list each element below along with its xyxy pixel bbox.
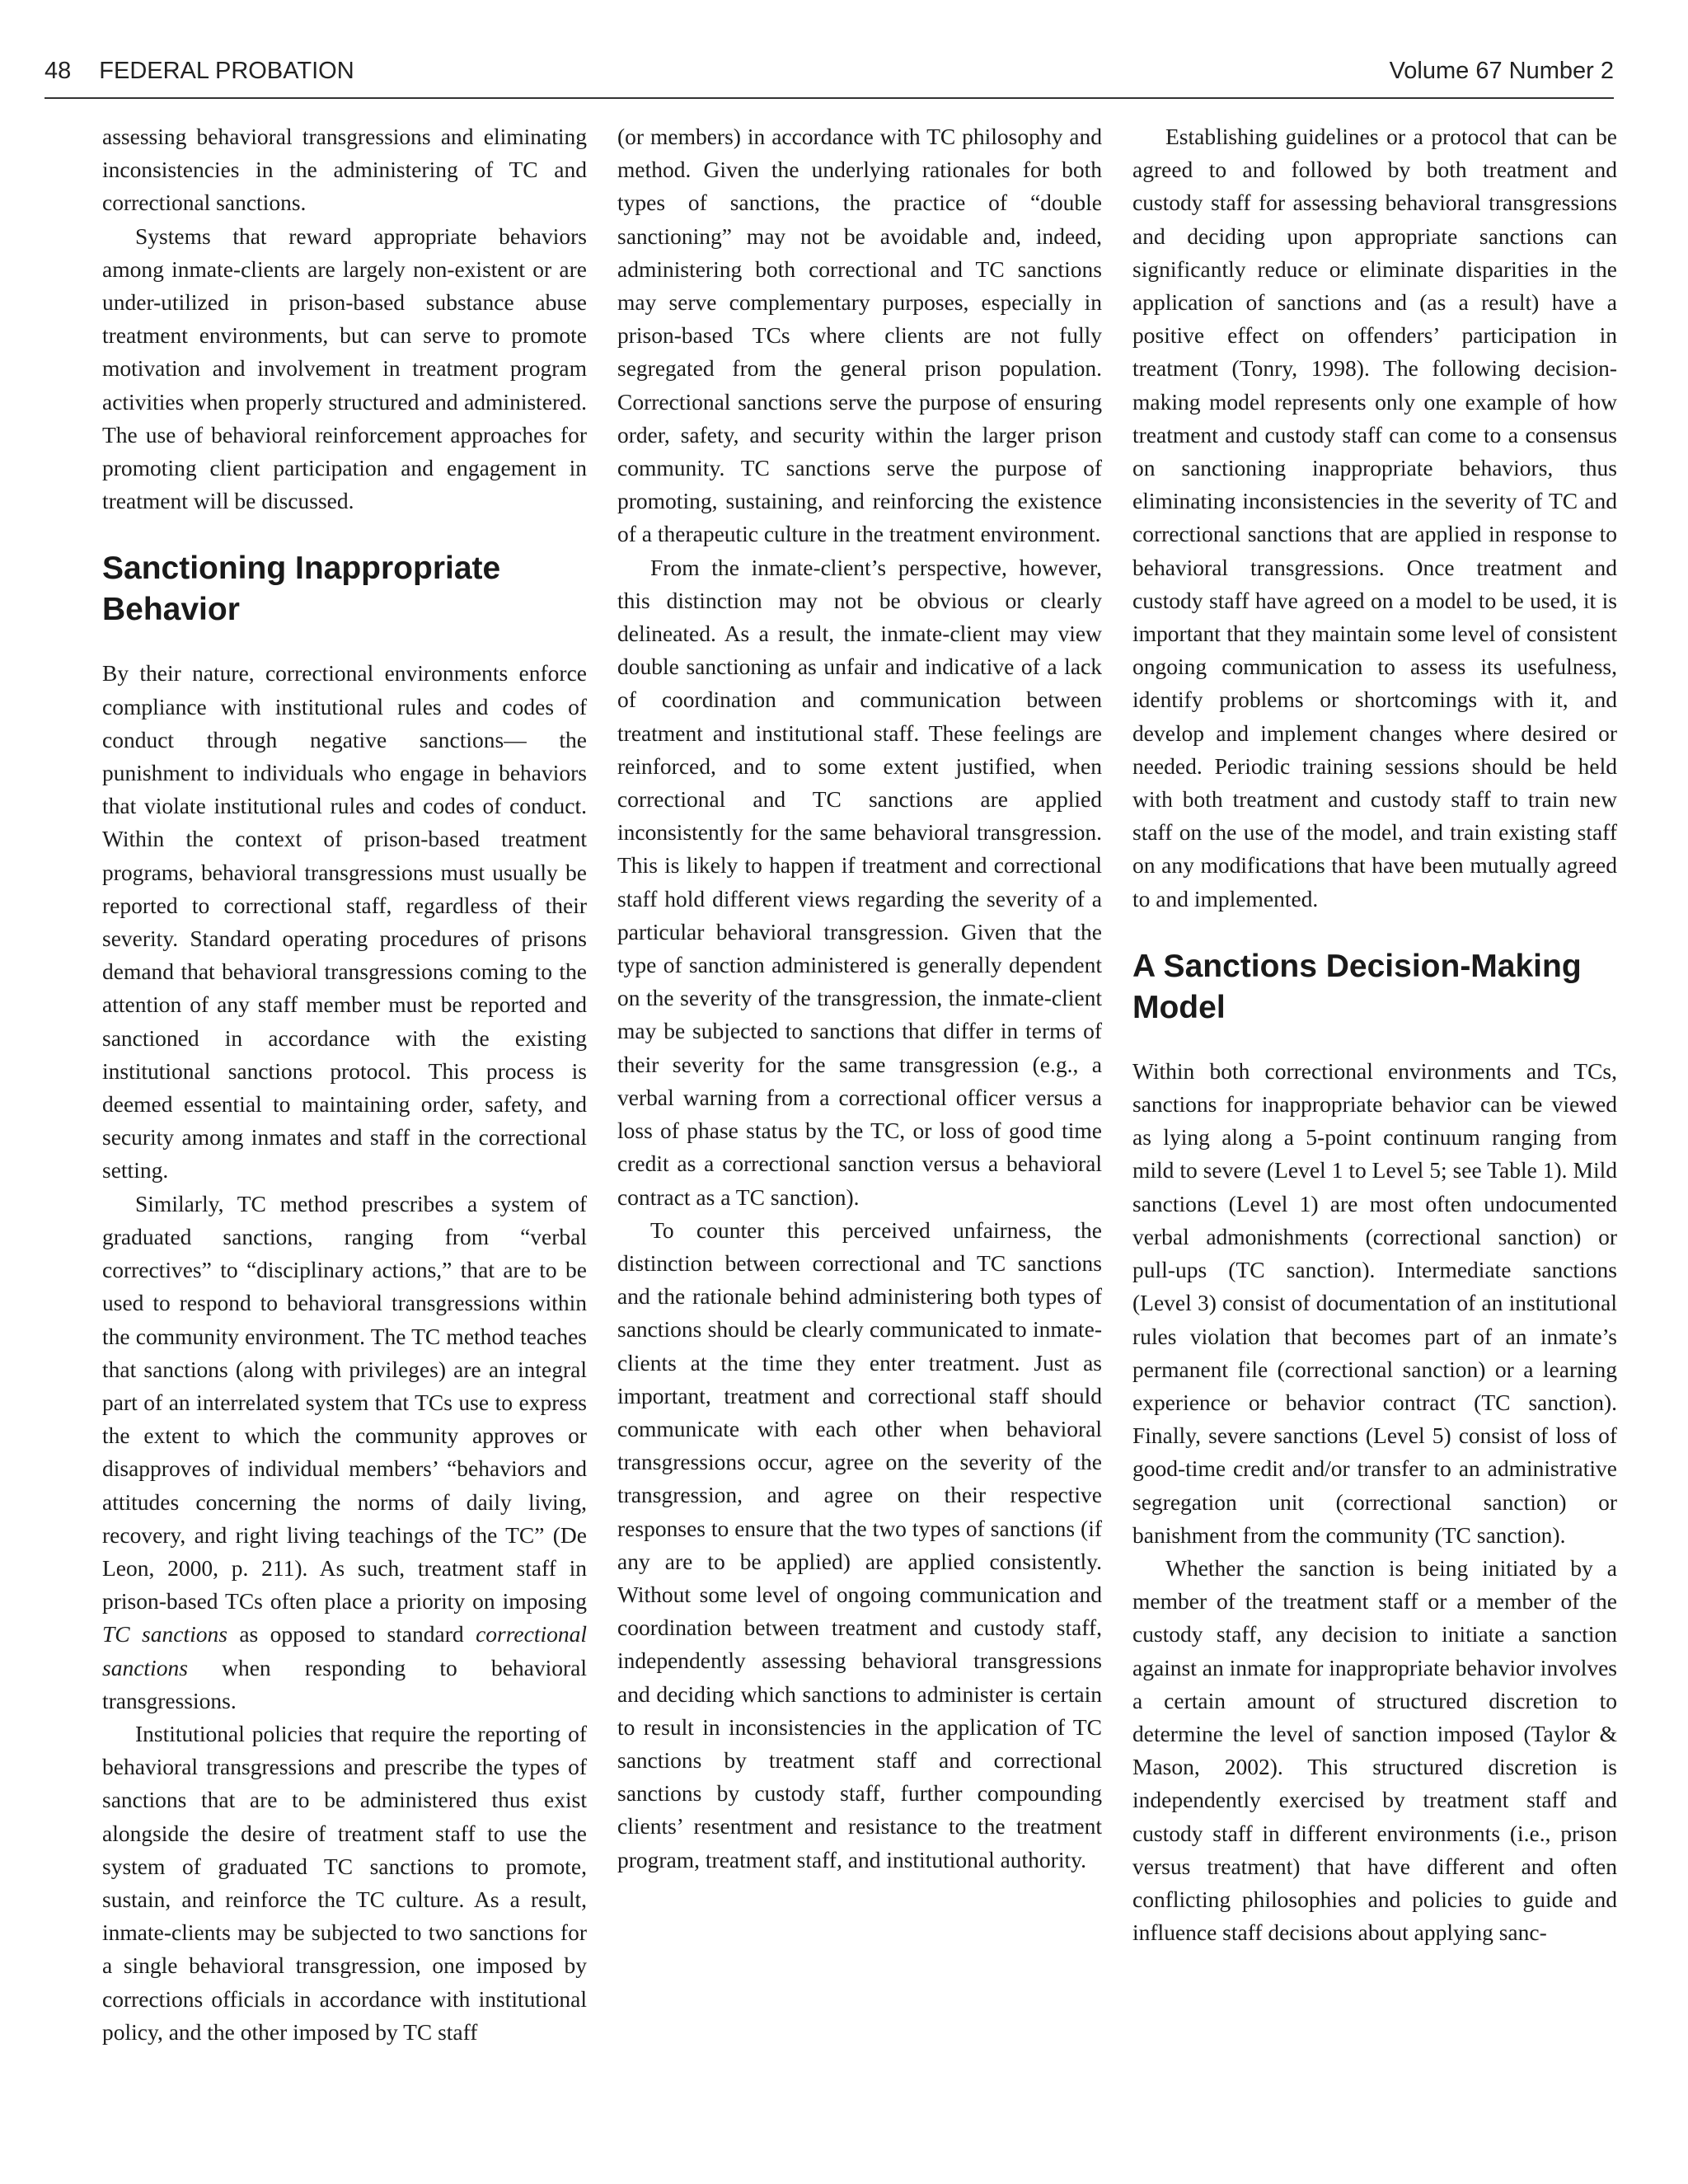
- running-header-left: [45, 58, 354, 94]
- paragraph: Within both correctional environments and TCs, sanctions for inappropriate behavior can be viewed as lying along a 5-point continuum ranging from mild to severe (Level 1 to Level 5; see Table 1). Mild sanctions (Level 1) are most often undocumented verbal admonishments (correctional sanction) or pull-ups (TC sanction). Intermediate sanctions (Level 3) consist of documentation of an institutional rules violation that becomes part of an inmate’s permanent file (correctional sanction) or a learning experience or behavior contract (TC sanction). Finally, severe sanctions (Level 5) consist of loss of good-time credit and/or transfer to an administrative segregation unit (correctional sanction) or banishment from the community (TC sanction).: [1132, 1057, 1617, 1548]
- paragraph: Similarly, TC method prescribes a system of graduated sanctions, ranging from “verbal correctives” to “disciplinary actions,” that are to be used to respond to behavioral transgressions within the community environment. The TC method teaches that sanctions (along with privileges) are an integral part of an interrelated system that TCs use to express the extent to which the community approves or disapproves of individual members’ “behaviors and attitudes concerning the norms of daily living, recovery, and right living teachings of the TC” (De Leon, 2000, p. 211). As such, treatment staff in prison-based TCs often place a priority on imposing TC sanctions as opposed to standard correctional sanctions when responding to behavioral transgressions.: [102, 1190, 587, 1713]
- paragraph: Whether the sanction is being initiated by a member of the treatment staff or a member of the custody staff, any decision to initiate a sanction against an inmate for inappropriate behavior involves a certain amount of structured discretion to determine the level of sanction imposed (Taylor & Mason, 2002). This structured discretion is independently exercised by treatment staff and custody staff in different environments (i.e., prison versus treatment) that have different and often conflicting philosophies and policies to guide and influence staff decisions about applying sanc-: [1132, 1554, 1618, 1946]
- paragraph: By their nature, correctional environments enforce compliance with institutional rules and codes of conduct through negative sanctions— the punishment to individuals who engage in behaviors that violate institutional rules and codes of conduct. Within the context of prison-based treatment programs, behavioral transgressions must usually be reported to correctional staff, regardless of their severity. Standard operating procedures of prisons demand that behavioral transgressions coming to the attention of any staff member must be reported and sanctioned in accordance with the existing institutional sanctions protocol. This process is deemed essential to maintaining order, safety, and security among inmates and staff in the correctional setting.: [102, 660, 587, 1183]
- section-heading-decision-model: A Sanctions Decision-Making Model: [1132, 948, 1582, 1025]
- paragraph: assessing behavioral transgressions and eliminating inconsistencies in the administering of TC and correctional sanctions.: [102, 124, 587, 216]
- paragraph: (or members) in accordance with TC philosophy and method. Given the underlying rationales for both types of sanctions, the practice of “double sanctioning” may not be avoidable and, indeed, administering both correctional and TC sanctions may serve complementary purposes, especially in prison-based TCs where clients are not fully segregated from the general prison population. Correctional sanctions serve the purpose of ensuring order, safety, and security within the larger prison community. TC sanctions serve the purpose of promoting, sustaining, and reinforcing the existence of a therapeutic culture in the treatment environment.: [617, 124, 1102, 547]
- column-right: [1132, 120, 1617, 1949]
- emphasis-correctional-sanctions: correctional sanctions: [102, 1621, 587, 1680]
- paragraph: Institutional policies that require the reporting of behavioral transgressions and prescribe the types of sanctions that are to be administered thus exist alongside the desire of treatment staff to use the system of graduated TC sanctions to promote, sustain, and reinforce the TC culture. As a result, inmate-clients may be subjected to two sanctions for a single behavioral transgression, one imposed by corrections officials in accordance with institutional policy, and the other imposed by TC staff: [102, 1720, 587, 2045]
- page-number: 48: [45, 58, 72, 84]
- paragraph: To counter this perceived unfairness, the distinction between correctional and TC sanctions and the rationale behind administering both types of sanctions should be clearly communicated to inmate-clients at the time they enter treatment. Just as important, treatment and correctional staff should communicate with each other when behavioral transgressions occur, agree on the severity of the transgression, and agree on their respective responses to ensure that the two types of sanctions (if any are to be applied) are applied consistently. Without some level of ongoing communication and coordination between treatment and custody staff, independently assessing behavioral transgressions and deciding which sanctions to administer is certain to result in inconsistencies in the application of TC sanctions by treatment staff and correctional sanctions by custody staff, further compounding clients’ resentment and resistance to the treatment program, treatment staff, and institutional authority.: [617, 1216, 1102, 1872]
- emphasis-tc-sanctions: TC sanctions: [102, 1621, 227, 1647]
- column-middle: [617, 120, 1102, 1877]
- paragraph: Systems that reward appropriate behaviors among inmate-clients are largely non-existent or are under-utilized in prison-based substance abuse treatment environments, but can serve to promote motivation and involvement in treatment program activities when properly structured and administered. The use of behavioral reinforcement approaches for promoting client participation and engagement in treatment will be discussed.: [102, 223, 587, 514]
- volume-info: Volume 67 Number 2: [1389, 58, 1614, 84]
- column-left: [102, 120, 587, 2049]
- paragraph: Establishing guidelines or a protocol that can be agreed to and followed by both treatment and custody staff for assessing behavioral transgressions and deciding upon appropriate sanctions can significantly reduce or eliminate disparities in the application of sanctions and (as a result) have a positive effect on offenders’ participation in treatment (Tonry, 1998). The following decision-making model represents only one example of how treatment and custody staff can come to a consensus on sanctioning inappropriate behaviors, thus eliminating inconsistencies in the severity of TC and correctional sanctions that are applied in response to behavioral transgressions. Once treatment and custody staff have agreed on a model to be used, it is important that they maintain some level of consistent ongoing communication to assess its usefulness, identify problems or shortcomings with it, and develop and implement changes where desired or needed. Periodic training sessions should be held with both treatment and custody staff to train new staff on the use of the model, and train existing staff on any modifications that have been mutually agreed to and implemented.: [1132, 124, 1617, 912]
- paragraph: From the inmate-client’s perspective, however, this distinction may not be obvious or clearly delineated. As a result, the inmate-client may view double sanctioning as unfair and indicative of a lack of coordination and communication between treatment and institutional staff. These feelings are reinforced, and to some extent justified, when correctional and TC sanctions are applied inconsistently for the same behavioral transgression. This is likely to happen if treatment and correctional staff hold different views regarding the severity of a particular behavioral transgression. Given that the type of sanction administered is generally dependent on the severity of the transgression, the inmate-client may be subjected to sanctions that differ in terms of their severity for the same transgression (e.g., a verbal warning from a correctional officer versus a loss of phase status by the TC, or loss of good time credit as a correctional sanction versus a behavioral contract as a TC sanction).: [617, 554, 1102, 1210]
- header-rule: [45, 97, 1614, 99]
- section-heading-sanctioning: Sanctioning Inappropriate Behavior: [102, 551, 501, 628]
- journal-title: FEDERAL PROBATION: [99, 58, 354, 84]
